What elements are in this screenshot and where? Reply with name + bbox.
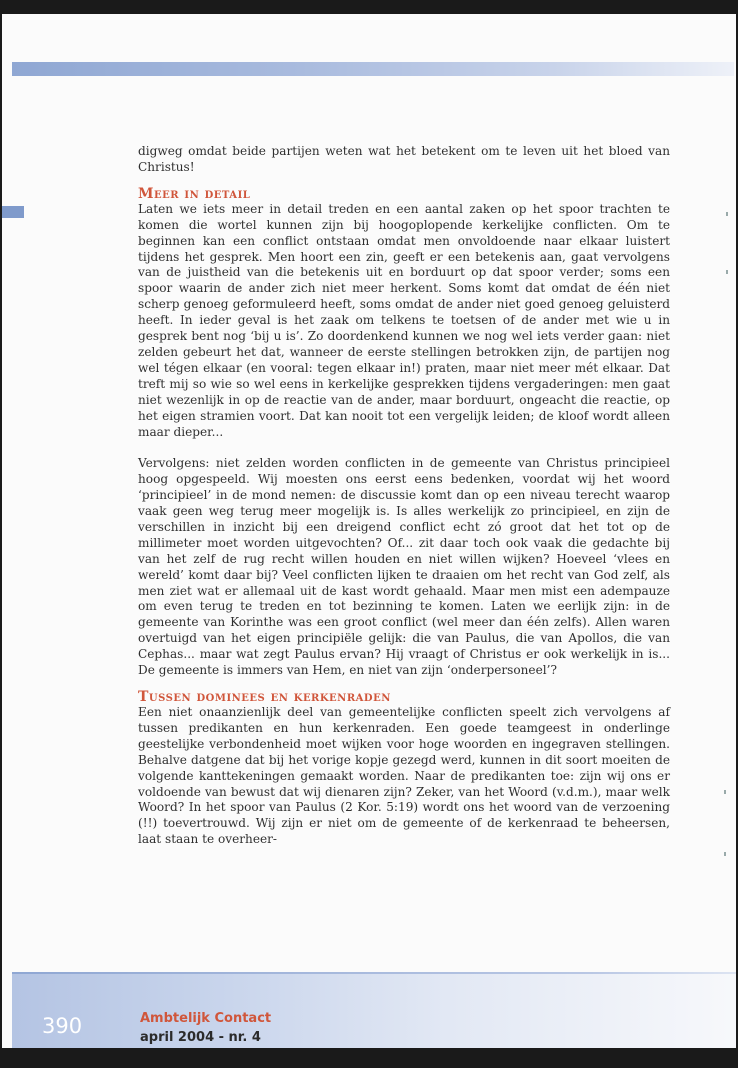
margin-mark [724, 852, 726, 856]
footer-band [12, 974, 736, 1048]
margin-mark [724, 790, 726, 794]
paragraph: Vervolgens: niet zelden worden conflicten in de gemeente van Christus principieel hoog opgespeeld. Wij moesten ons eerst eens bedenken, voordat wij het woord ‘principieel’ in de mond nemen: de discussie komt dan op een niveau terecht waarop vaak geen weg terug meer mogelijk is. Is alles werkelijk zo principieel, en zijn de verschillen in inzicht bij een dreigend conflict echt zó groot dat het tot op de millimeter moet worden uitgevochten? Of... zit daar toch ook vaak die gedachte bij van het zelf de rug recht willen houden en niet willen wijken? Hoeveel ‘vlees en wereld’ komt daar bij? Veel conflicten lijken te draaien om het recht van God zelf, als men ziet wat er allemaal uit de kast wordt gehaald. Maar men mist een adempauze om even terug te treden en tot bezinning te komen. Laten we eerlijk zijn: in de gemeente van Korinthe was een groot conflict (wel meer dan één zelfs). Allen waren overtuigd van het eigen principiële gelijk: die van Paulus, die van Apollos, die van Cephas... maar wat zegt Paulus ervan? Hij vraagt of Christus er ook werkelijk in is... De gemeente is immers van Hem, en niet van zijn ‘onderpersoneel’? [138, 456, 670, 678]
side-marker-tab [2, 206, 24, 218]
section-heading-tussen-dominees: Tussen dominees en kerkenraden [138, 688, 391, 705]
top-decorative-band [12, 62, 734, 76]
paragraph: Een niet onaanzienlijk deel van gemeentelijke conflicten speelt zich vervolgens af tussen predikanten en hun kerkenraden. Een goede teamgeest in onderlinge geestelijke verbondenheid moet wijken voor hoge woorden en ingegraven stellingen. Behalve datgene dat bij het vorige kopje gezegd werd, kunnen in dit soort moeiten de volgende kanttekeningen gemaakt worden. Naar de predikanten toe: zijn wij ons er voldoende van bewust dat wij dienaren zijn? Zeker, van het Woord (v.d.m.), maar welk Woord? In het spoor van Paulus (2 Kor. 5:19) wordt ons het woord van de verzoening (!!) toevertrouwd. Wij zijn er niet om de gemeente of de kerkenraad te beheersen, laat staan te overheer- [138, 704, 670, 847]
page [2, 14, 736, 1048]
section-heading-meer-in-detail: Meer in detail [138, 185, 251, 202]
journal-title: Ambtelijk Contact [140, 1011, 272, 1026]
paragraph-gap [138, 440, 670, 456]
margin-mark [726, 212, 728, 216]
page-number: 390 [42, 1014, 83, 1038]
margin-mark [726, 270, 728, 274]
paragraph: Laten we iets meer in detail treden en een aantal zaken op het spoor trachten te komen die wortel kunnen zijn bij hoogoplopende kerkelijke conflicten. Om te beginnen kan een conflict ontstaan omdat men onvoldoende naar elkaar luistert tijdens het gesprek. Men hoort een zin, geeft er een betekenis aan, gaat vervolgens van de juistheid van die betekenis uit en borduurt op dat spoor verder; soms een spoor waarin de ander zich niet meer herkent. Soms komt dat omdat de één niet scherp genoeg geformuleerd heeft, soms omdat de ander niet goed genoeg geluisterd heeft. In ieder geval is het zaak om telkens te toetsen of de ander met wie u in gesprek bent nog ‘bij u is’. Zo doordenkend kunnen we nog wel iets verder gaan: niet zelden gebeurt het dat, wanneer de eerste stellingen betrokken zijn, de partijen nog wel tégen elkaar (en vooral: tegen elkaar in!) praten, maar niet meer mét elkaar. Dat treft mij so wie so wel eens in kerkelijke gesprekken tijdens vergaderingen: men gaat niet wezenlijk in op de reactie van de ander, maar borduurt, ongeacht die reactie, op het eigen stramien voort. Dat kan nooit tot een vergelijk leiden; de kloof wordt alleen maar dieper... [138, 201, 670, 439]
article-body [138, 144, 670, 848]
intro-paragraph: digweg omdat beide partijen weten wat het betekent om te leven uit het bloed van Christus! [138, 144, 670, 174]
issue-label: april 2004 - nr. 4 [140, 1030, 261, 1045]
